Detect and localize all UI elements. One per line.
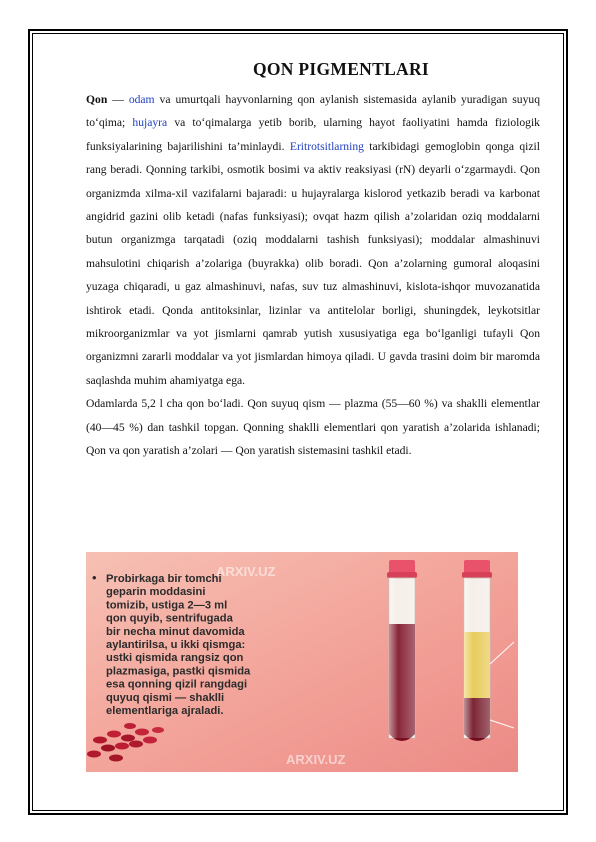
caption-line: esa qonning qizil rangdagi [106, 678, 248, 691]
text-part-2: va to‘qimalarga yetib borib, ularning hayot faoliyatini hamda fiziologik funksiyalarining bajarilishini ta’minlaydi. [86, 116, 540, 153]
link-odam[interactable]: odam [128, 93, 155, 106]
caption-line: aylantirilsa, u ikki qismga: [106, 639, 246, 651]
caption-line: plazmasiga, pastki qismida [106, 665, 251, 678]
caption-line: quyuq qismi — shaklli [106, 691, 225, 704]
page-title: QON PIGMENTLARI [252, 59, 430, 79]
term-qon: Qon [86, 93, 108, 106]
caption-line: qon quyib, sentrifugada [106, 612, 233, 625]
caption-line: elementlariga ajraladi. [106, 705, 224, 717]
link-hujayra[interactable]: hujayra [132, 116, 168, 130]
caption-line: geparin moddasini [106, 586, 206, 599]
figure-canvas [86, 552, 518, 772]
text-dash: — [107, 93, 129, 106]
link-eritrotsitlar[interactable]: Eritrotsitlarning [289, 139, 364, 153]
blood-tubes-figure [86, 552, 518, 772]
tube-1-cap [389, 560, 415, 574]
caption-line: ustki qismida rangsiz qon [106, 652, 244, 665]
paragraph-definition [86, 88, 540, 392]
text-part-1: va umurtqali hayvonlarning qon aylanish sistemasida aylanib yuradigan suyuq to‘qima; [86, 93, 540, 130]
paragraph-composition: Odamlarda 5,2 l cha qon bo‘ladi. Qon suyuq qism — plazma (55—60 %) va shaklli elementlar (40—45 %) dan tashkil topgan. Qonning shaklli elementlari qon yaratish a’zolarida ishlanadi; Qon va qon yaratish a’zolari — Qon yaratish sistemasini tashkil etadi. [86, 397, 540, 458]
watermark-top: ARXIV.UZ [216, 564, 276, 579]
caption-line: bir necha minut davomida [106, 625, 245, 638]
tube-2-cap [464, 560, 490, 574]
document-body [86, 58, 540, 463]
caption-line: tomizib, ustiga 2—3 ml [106, 599, 228, 612]
watermark-bottom: ARXIV.UZ [286, 752, 346, 767]
caption-line: Probirkaga bir tomchi [106, 573, 222, 585]
text-part-3: tarkibidagi gemoglobin qonga qizil rang beradi. Qonning tarkibi, osmotik bosimi va aktiv reaksiyasi (rN) deyarli o‘zgarmaydi. Qon organizmda xilma-xil vazifalarni bajaradi: u hujayralarga kislorod yetkazib beradi va karbonat angidrid gazini olib ketadi (nafas funksiyasi); ovqat hazm qilish a’zolaridan oziq moddalarni butun organizmga tarqatadi (oziq moddalarni tashish funksiyasi); moddalar almashinuvi mahsulotini chiqarish a’zolariga (buyrakka) olib boradi. Qon a’zolarning gumoral aloqasini yuzaga chiqaradi, u gaz almashinuvi, nafas, suv tuz almashinuvi, kislota-ishqor muvozanatida ishtirok etadi. Qonda antitoksinlar, lizinlar va antitelolar borligi, shuningdek, leykotsitlar mikroorganizmlar va yot jismlarni qamrab yutish xususiyatiga ega bo‘lganligi tufayli Qon organizmni zararli moddalar va yot jismlardan himoya qiladi. U gavda trasini doim bir maromda saqlashda muhim ahamiyatga ega. [86, 139, 540, 387]
tube-whole-blood [387, 560, 417, 741]
caption-bullet: • [92, 570, 97, 585]
tube-separated-blood [462, 560, 492, 741]
